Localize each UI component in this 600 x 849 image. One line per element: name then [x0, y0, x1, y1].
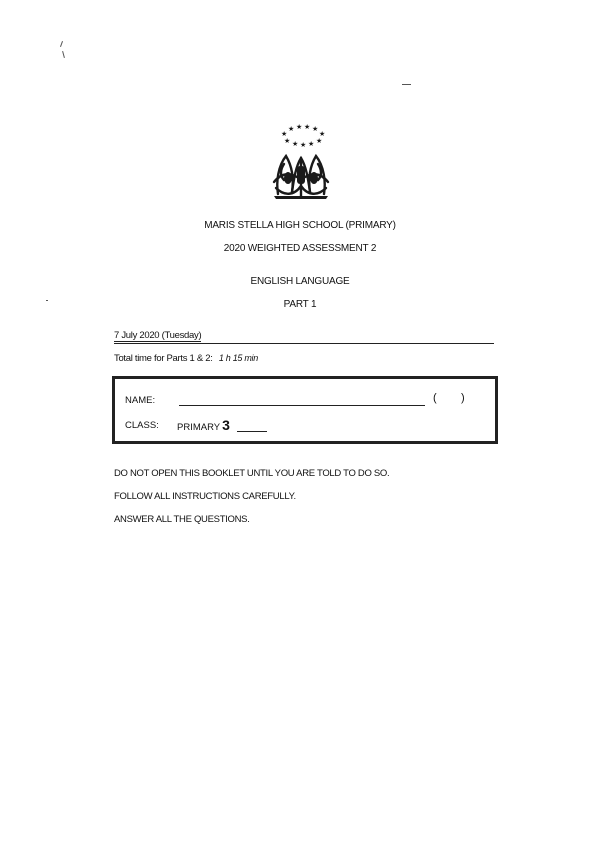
- svg-text:★: ★: [312, 125, 319, 133]
- subject-title: ENGLISH LANGUAGE: [250, 276, 350, 287]
- exam-date-row: [114, 330, 494, 344]
- scan-mark: [62, 51, 65, 58]
- class-label: CLASS:: [125, 420, 159, 431]
- class-grade: 3: [222, 417, 230, 433]
- instruction-line: ANSWER ALL THE QUESTIONS.: [114, 514, 250, 525]
- assessment-title: 2020 WEIGHTED ASSESSMENT 2: [223, 243, 377, 254]
- exam-date: 7 July 2020 (Tuesday): [114, 330, 202, 341]
- instruction-line: DO NOT OPEN THIS BOOKLET UNTIL YOU ARE TOLD TO DO SO.: [114, 468, 390, 479]
- register-number-open: (: [433, 392, 437, 404]
- student-info-box: [112, 376, 498, 444]
- svg-text:★: ★: [281, 130, 288, 138]
- part-label: PART 1: [283, 299, 317, 310]
- svg-text:★: ★: [292, 140, 299, 148]
- register-number-close: ): [461, 392, 465, 404]
- svg-text:★: ★: [296, 123, 303, 131]
- class-field[interactable]: [237, 431, 267, 432]
- duration-value: 1 h 15 min: [218, 353, 258, 363]
- svg-text:★: ★: [284, 137, 291, 145]
- duration-label: Total time for Parts 1 & 2:: [114, 353, 213, 364]
- class-value: [177, 417, 230, 433]
- svg-text:★: ★: [304, 123, 311, 131]
- name-field[interactable]: [179, 405, 425, 406]
- class-prefix: PRIMARY: [177, 422, 221, 433]
- svg-text:★: ★: [319, 130, 326, 138]
- svg-text:★: ★: [308, 140, 315, 148]
- school-name: MARIS STELLA HIGH SCHOOL (PRIMARY): [204, 220, 396, 231]
- svg-text:★: ★: [316, 137, 323, 145]
- instruction-line: FOLLOW ALL INSTRUCTIONS CAREFULLY.: [114, 491, 296, 502]
- svg-text:★: ★: [288, 125, 295, 133]
- exam-duration-row: [114, 353, 258, 364]
- school-crest-icon: [266, 122, 336, 200]
- scan-mark: [60, 41, 63, 47]
- scan-mark: [402, 84, 411, 85]
- name-label: NAME:: [125, 395, 156, 406]
- svg-text:★: ★: [300, 141, 307, 149]
